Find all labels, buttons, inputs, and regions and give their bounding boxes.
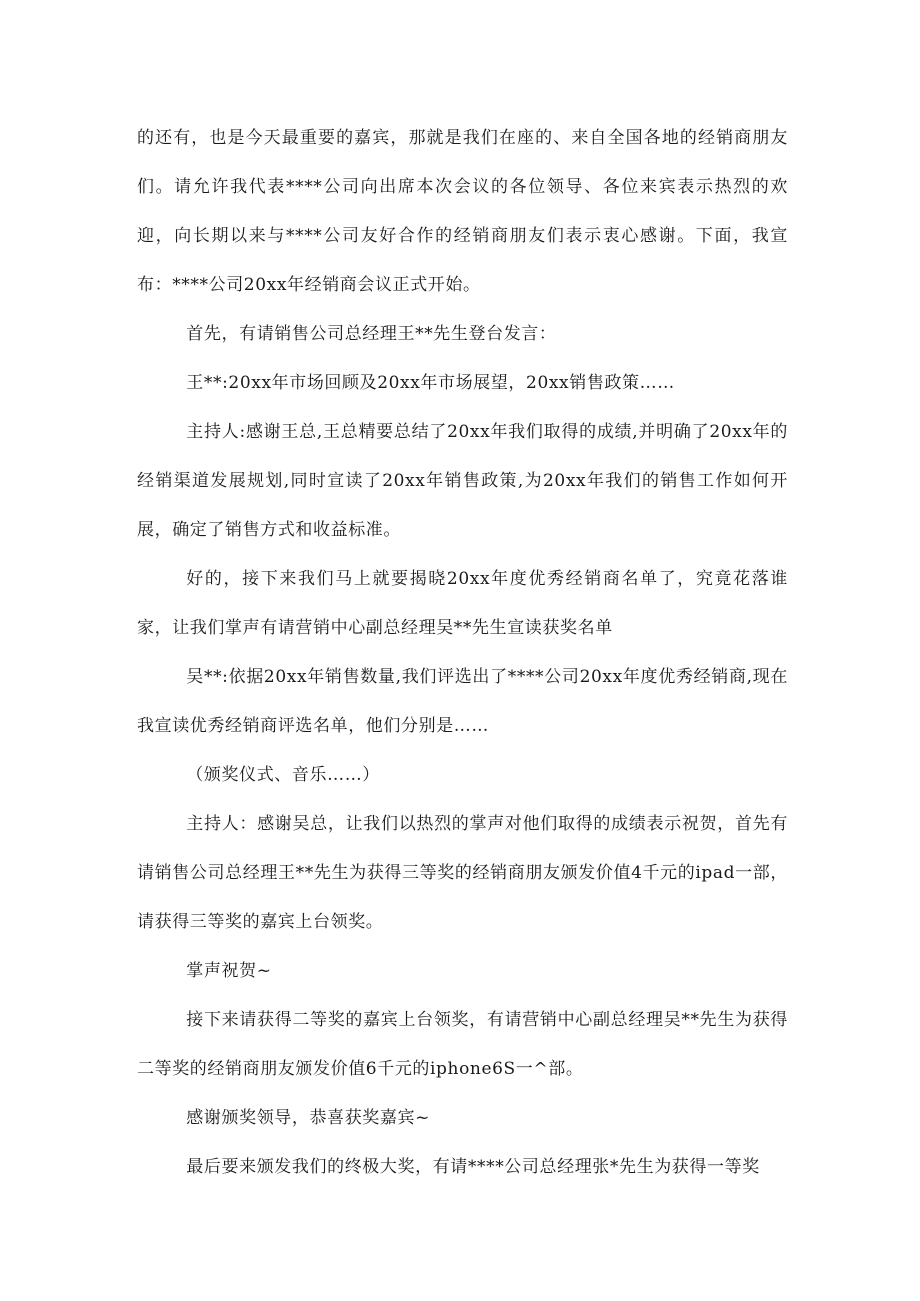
- paragraph-ceremony-music: （颁奖仪式、音乐……）: [186, 765, 380, 785]
- paragraph-applause: 掌声祝贺~: [186, 961, 272, 981]
- paragraph-invite-wang: 首先，有请销售公司总经理王**先生登台发言：: [186, 324, 557, 344]
- paragraph-opening-continuation: 的还有，也是今天最重要的嘉宾，那就是我们在座的、来自全国各地的经销商朋友们。请允许我代表****公司向出席本次会议的各位领导、各位来宾表示热烈的欢迎，向长期以来与****公司友好合作的经销商朋友们表示衷心感谢。下面，我宣布：****公司20xx年经销商会议正式开始。: [137, 128, 788, 295]
- paragraph-congratulations: 感谢颁奖领导，恭喜获奖嘉宾~: [186, 1108, 430, 1128]
- paragraph-host-thanks-wang: 主持人:感谢王总,王总精要总结了20xx年我们取得的成绩,并明确了20xx年的经销渠道发展规划,同时宣读了20xx年销售政策,为20xx年我们的销售工作如何开展，确定了销售方式和收益标准。: [137, 422, 788, 540]
- paragraph-announce-winners: 好的，接下来我们马上就要揭晓20xx年度优秀经销商名单了，究竟花落谁家，让我们掌声有请营销中心副总经理吴**先生宣读获奖名单: [137, 569, 788, 638]
- paragraph-second-prize: 接下来请获得二等奖的嘉宾上台领奖，有请营销中心副总经理吴**先生为获得二等奖的经销商朋友颁发价值6千元的iphone6S一^部。: [137, 1010, 788, 1079]
- paragraph-wang-speech: 王**:20xx年市场回顾及20xx年市场展望，20xx销售政策……: [186, 373, 675, 393]
- paragraph-first-prize: 最后要来颁发我们的终极大奖，有请****公司总经理张*先生为获得一等奖: [186, 1157, 760, 1177]
- document-body: [137, 114, 788, 1192]
- paragraph-wu-announcement: 吴**:依据20xx年销售数量,我们评选出了****公司20xx年度优秀经销商,现在我宣读优秀经销商评选名单，他们分别是……: [137, 667, 788, 736]
- paragraph-third-prize: 主持人：感谢吴总，让我们以热烈的掌声对他们取得的成绩表示祝贺，首先有请销售公司总经理王**先生为获得三等奖的经销商朋友颁发价值4千元的ipad一部，请获得三等奖的嘉宾上台领奖。: [137, 814, 788, 932]
